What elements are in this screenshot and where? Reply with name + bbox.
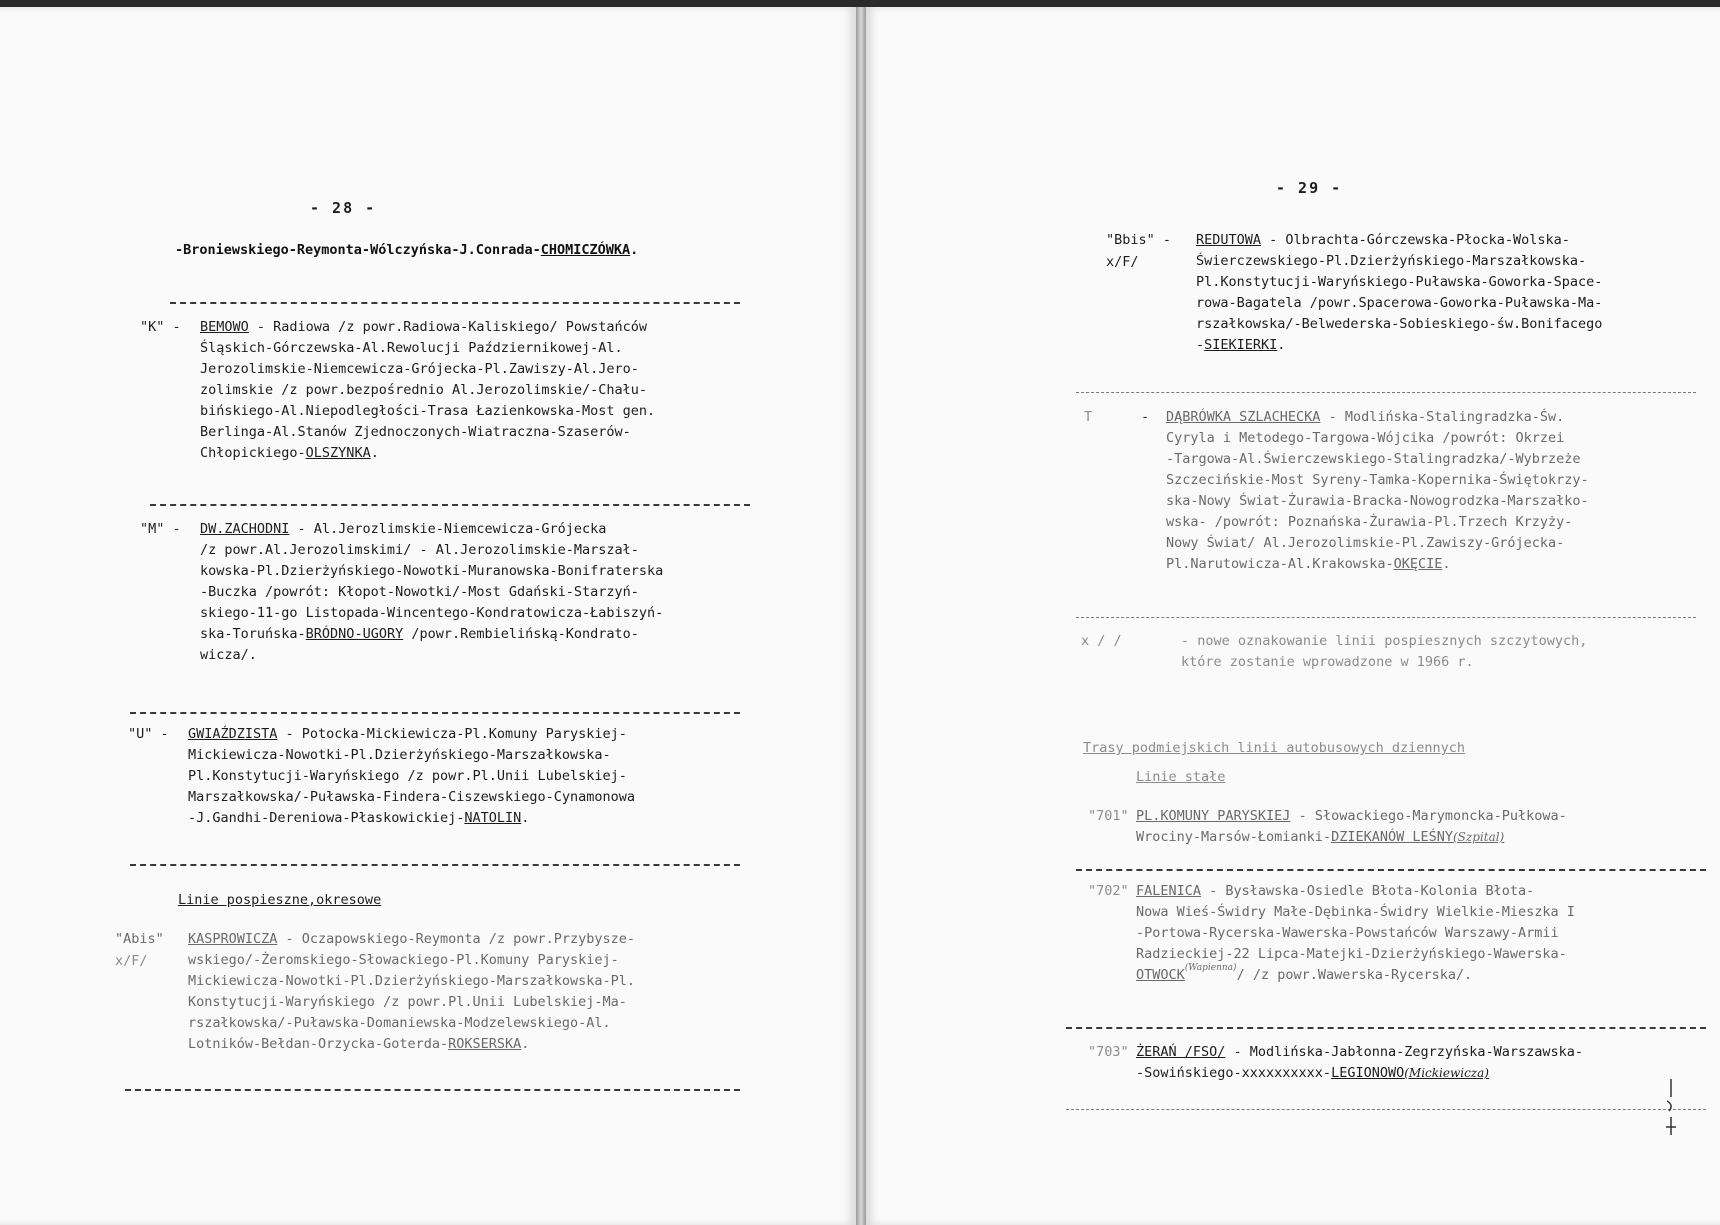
page-number-29: - 29 - bbox=[1276, 179, 1343, 197]
route-line: BEMOWO - Radiowa /z powr.Radiowa-Kaliskiego/ Powstańców bbox=[200, 319, 648, 335]
route-terminus: SIEKIERKI bbox=[1204, 337, 1278, 353]
route-origin: DĄBRÓWKA SZLACHECKA bbox=[1166, 409, 1321, 425]
separator bbox=[130, 864, 740, 866]
separator bbox=[1076, 617, 1696, 618]
route-line: Cyryla i Metodego-Targowa-Wójcika /powrót: Okrzei bbox=[1166, 430, 1565, 446]
route-line: wicza/. bbox=[200, 647, 257, 663]
route-line: REDUTOWA - Olbrachta-Górczewska-Płocka-Wolska- bbox=[1196, 232, 1570, 248]
route-line: Mickiewicza-Nowotki-Pl.Dzierżyńskiego-Marszałkowska-Pl. bbox=[188, 973, 636, 989]
route-line: Chłopickiego-OLSZYNKA. bbox=[200, 445, 379, 461]
subheading-permanent-lines: Linie stałe bbox=[1136, 769, 1226, 785]
route-line: /z powr.Al.Jerozolimskimi/ - Al.Jerozolimskie-Marszał- bbox=[200, 542, 639, 558]
page-number-28: - 28 - bbox=[310, 199, 377, 217]
footnote bbox=[1081, 631, 1701, 681]
route-code: "U" - bbox=[128, 726, 169, 742]
route-origin: BEMOWO bbox=[200, 319, 249, 335]
route-line: Śląskich-Górczewska-Al.Rewolucji Październikowej-Al. bbox=[200, 340, 623, 356]
route-line: Nowy Świat/ Al.Jerozolimskie-Pl.Zawiszy-Grójecka- bbox=[1166, 535, 1565, 551]
separator bbox=[1066, 1027, 1706, 1029]
route-line: -J.Gandhi-Dereniowa-Płaskowickiej-NATOLIN. bbox=[188, 810, 530, 826]
route-line: KASPROWICZA - Oczapowskiego-Reymonta /z powr.Przybysze- bbox=[188, 931, 636, 947]
route-description bbox=[200, 317, 655, 464]
separator bbox=[1076, 392, 1696, 393]
route-line: -Targowa-Al.Świerczewskiego-Stalingradzka/-Wybrzeże bbox=[1166, 451, 1581, 467]
route-line: DĄBRÓWKA SZLACHECKA - Modlińska-Stalingradzka-Św. bbox=[1166, 409, 1565, 425]
separator bbox=[170, 302, 740, 304]
route-entry-u bbox=[128, 724, 768, 834]
route-code: "Bbis" - bbox=[1106, 232, 1172, 248]
separator bbox=[1066, 1109, 1706, 1110]
route-line: Konstytucji-Waryńskiego /z powr.Pl.Unii Lubelskiej-Ma- bbox=[188, 994, 627, 1010]
route-terminus: DZIEKANÓW LEŚNY bbox=[1331, 829, 1453, 845]
route-line: Berlinga-Al.Stanów Zjednoczonych-Wiatraczna-Szaserów- bbox=[200, 424, 631, 440]
section-heading-fast-lines: Linie pospieszne,okresowe bbox=[178, 892, 382, 908]
route-description bbox=[1196, 230, 1602, 356]
route-line: bińskiego-Al.Niepodległości-Trasa Łazienkowska-Most gen. bbox=[200, 403, 656, 419]
route-description bbox=[1136, 806, 1567, 848]
continuation-text: -Broniewskiego-Reymonta-Wólczyńska-J.Conrada- bbox=[175, 242, 541, 258]
separator bbox=[150, 504, 750, 506]
route-line: rowa-Bagatela /powr.Spacerowa-Goworka-Puławska-Ma- bbox=[1196, 295, 1603, 311]
route-dash: - bbox=[1141, 409, 1150, 425]
route-entry-t bbox=[1084, 407, 1704, 587]
margin-mark bbox=[1664, 1077, 1678, 1141]
route-line: Pl.Narutowicza-Al.Krakowska-OKĘCIE. bbox=[1166, 556, 1451, 572]
route-origin: ŻERAŃ /FSO/ bbox=[1136, 1044, 1226, 1060]
separator bbox=[130, 712, 740, 714]
route-description bbox=[1136, 881, 1575, 986]
route-line: zolimskie /z powr.bezpośrednio Al.Jerozolimskie/-Chału- bbox=[200, 382, 648, 398]
route-terminus: LEGIONOWO bbox=[1331, 1065, 1405, 1081]
route-origin: KASPROWICZA bbox=[188, 931, 278, 947]
route-line: rszałkowska/-Belwederska-Sobieskiego-św.Bonifacego bbox=[1196, 316, 1603, 332]
footnote-line: - nowe oznakowanie linii pospiesznych szczytowych, bbox=[1181, 633, 1588, 649]
route-line: FALENICA - Bysławska-Osiedle Błota-Kolonia Błota- bbox=[1136, 883, 1535, 899]
route-code: "M" - bbox=[140, 521, 181, 537]
route-terminus: BRÓDNO-UGORY bbox=[305, 626, 404, 642]
route-terminus: ROKSERSKA bbox=[448, 1036, 522, 1052]
route-description bbox=[200, 519, 663, 666]
route-code: "K" - bbox=[140, 319, 181, 335]
route-code-note: x/F/ bbox=[115, 953, 148, 969]
route-description bbox=[1136, 1042, 1583, 1084]
route-terminus: OLSZYNKA bbox=[305, 445, 371, 461]
handwritten-insert: (Wapienna) bbox=[1184, 963, 1237, 973]
route-code: T bbox=[1084, 409, 1093, 425]
route-code: "703" bbox=[1088, 1044, 1129, 1060]
route-line: Świerczewskiego-Pl.Dzierżyńskiego-Marszałkowska- bbox=[1196, 253, 1587, 269]
route-origin: REDUTOWA bbox=[1196, 232, 1262, 248]
margin-scribble-icon bbox=[1664, 1077, 1678, 1137]
left-page: - 28 - -Broniewskiego-Reymonta-Wólczyńska-J.Conrada-CHOMICZÓWKA. "K" - BEMOWO - Radiowa /z powr.Radiowa-Kaliskiego/ Powstańców Śląskich-Górczewska-Al.Rewolucji Październikowej-Al. Jerozolimskie-Niemcewicza-Grójecka-Pl.Zawiszy-Al.Jero- zolimskie /z powr.bezpośrednio Al.Jerozolimskie/-Chału- bińskiego-Al.Niepodległości-Trasa Łazienkowska-Most gen. Berlinga-Al.Stanów Zjednoczonych-Wiatraczna-Szaserów- Chłopickiego-OLSZYNKA. "M" - DW.ZACHODNI - Al.Jerozlimskie-Niemcewicza-Grójecka /z powr.Al.Jerozolimskimi/ - Al.Jerozolimskie-Marszał- kowska-Pl.Dzierżyńskiego-Nowotki-Muranowska-Bonifraterska -Buczka /powrót: Kłopot-Nowotki/-Most Gdański-Starzyń- skiego-11-go Listopada-Wincentego-Kondratowicza-Łabiszyń- ska-Toruńska-BRÓDNO-UGORY /powr.Rembielińską-Kondrato- wicza/. "U" - GWIAŹDZISTA - Potocka-Mickiewicza-Pl.Komuny Paryskiej- Mickiewicza-Nowotki-Pl.Dzierżyńskiego-Marszałkowska- Pl.Konstytucji-Waryńskiego /z powr.Pl.Unii Lubelskiej- Marszałkowska/-Puławska-Findera-Ciszewskiego-Cynamonowa -J.Gandhi-Dereniowa-Płaskowickiej-NATOLIN. Linie pospieszne,okresowe "Abis" x/F/ KASPROWICZA - Oczapowskiego-Reymonta /z powr.Przybysze- wskiego/-Żeromskiego-Słowackiego-Pl.Komuny Paryskiej- Mickiewicza-Nowotki-Pl.Dzierżyńskiego-Marszałkowska-Pl. Konstytucji-Waryńskiego /z powr.Pl.Unii Lubelskiej-Ma- rszałkowska/-Puławska-Domaniewska-Modzelewskiego-Al. Lotników-Bełdan-Orzycka-Goterda-ROKSERSKA. bbox=[0, 7, 856, 1225]
route-entry-abis bbox=[115, 929, 795, 1069]
route-line: ska-Nowy Świat-Żurawia-Bracka-Nowogrodzka-Marszałko- bbox=[1166, 493, 1589, 509]
footnote-marker: x / / bbox=[1081, 633, 1122, 649]
route-origin: FALENICA bbox=[1136, 883, 1202, 899]
route-origin: PL.KOMUNY PARYSKIEJ bbox=[1136, 808, 1291, 824]
route-line: PL.KOMUNY PARYSKIEJ - Słowackiego-Marymoncka-Pułkowa- bbox=[1136, 808, 1567, 824]
route-line: kowska-Pl.Dzierżyńskiego-Nowotki-Muranowska-Bonifraterska bbox=[200, 563, 664, 579]
route-terminus: NATOLIN bbox=[464, 810, 522, 826]
route-line: Marszałkowska/-Puławska-Findera-Ciszewskiego-Cynamonowa bbox=[188, 789, 636, 805]
separator bbox=[1076, 869, 1706, 871]
footnote-text bbox=[1181, 631, 1587, 673]
route-origin: DW.ZACHODNI bbox=[200, 521, 290, 537]
route-line: Radzieckiej-22 Lipca-Matejki-Dzierżyńskiego-Wawerska- bbox=[1136, 946, 1567, 962]
terminus-chomiczowka: CHOMICZÓWKA bbox=[540, 242, 631, 258]
route-code: "701" bbox=[1088, 808, 1129, 824]
route-line: Szczecińskie-Most Syreny-Tamka-Kopernika-Świętokrzy- bbox=[1166, 472, 1589, 488]
route-line: -Sowińskiego-xxxxxxxxxx-LEGIONOWO(Mickiewicza) bbox=[1136, 1065, 1489, 1081]
scanner-top-edge bbox=[0, 0, 1720, 7]
route-code: "Abis" bbox=[115, 931, 164, 947]
route-line: Nowa Wieś-Świdry Małe-Dębinka-Świdry Wielkie-Mieszka I bbox=[1136, 904, 1575, 920]
route-line: skiego-11-go Listopada-Wincentego-Kondratowicza-Łabiszyń- bbox=[200, 605, 664, 621]
route-entry-702 bbox=[1088, 881, 1708, 1001]
book-gutter bbox=[856, 7, 866, 1225]
route-entry-m bbox=[140, 519, 760, 679]
route-line: Pl.Konstytucji-Waryńskiego /z powr.Pl.Unii Lubelskiej- bbox=[188, 768, 627, 784]
route-terminus: OTWOCK bbox=[1136, 967, 1185, 983]
route-line: $OTWOCK^{(Wapienna)}/$ /z powr.Wawerska-Rycerska/. bbox=[1136, 963, 1473, 983]
separator bbox=[125, 1089, 740, 1091]
route-line: -SIEKIERKI. bbox=[1196, 337, 1286, 353]
route-line: wskiego/-Żeromskiego-Słowackiego-Pl.Komuny Paryskiej- bbox=[188, 952, 619, 968]
route-description bbox=[188, 724, 635, 829]
route-code-note: x/F/ bbox=[1106, 254, 1139, 270]
route-line: ŻERAŃ /FSO/ - Modlińska-Jabłonna-Zegrzyńska-Warszawska- bbox=[1136, 1044, 1584, 1060]
route-entry-703 bbox=[1088, 1042, 1708, 1092]
handwritten-note: (Szpital) bbox=[1453, 830, 1505, 844]
route-line: -Buczka /powrót: Kłopot-Nowotki/-Most Gdański-Starzyń- bbox=[200, 584, 639, 600]
route-description bbox=[188, 929, 635, 1055]
route-line: Lotników-Bełdan-Orzycka-Goterda-ROKSERSKA. bbox=[188, 1036, 530, 1052]
route-origin: GWIAŹDZISTA bbox=[188, 726, 278, 742]
route-terminus: OKĘCIE bbox=[1393, 556, 1443, 572]
route-entry-k bbox=[140, 317, 760, 477]
route-line: GWIAŹDZISTA - Potocka-Mickiewicza-Pl.Komuny Paryskiej- bbox=[188, 726, 627, 742]
route-line: wska- /powrót: Poznańska-Żurawia-Pl.Trzech Krzyży- bbox=[1166, 514, 1573, 530]
right-page bbox=[866, 7, 1720, 1225]
route-entry-701 bbox=[1088, 806, 1708, 856]
route-description bbox=[1166, 407, 1589, 575]
route-code: "702" bbox=[1088, 883, 1129, 899]
route-line: rszałkowska/-Puławska-Domaniewska-Modzelewskiego-Al. bbox=[188, 1015, 611, 1031]
footnote-line: które zostanie wprowadzone w 1966 r. bbox=[1181, 654, 1474, 670]
route-entry-bbis bbox=[1106, 230, 1706, 370]
route-line: Pl.Konstytucji-Waryńskiego-Puławska-Goworka-Space- bbox=[1196, 274, 1603, 290]
route-line: DW.ZACHODNI - Al.Jerozlimskie-Niemcewicza-Grójecka bbox=[200, 521, 607, 537]
section-heading-suburban: Trasy podmiejskich linii autobusowych dziennych bbox=[1083, 740, 1466, 756]
route-line: Mickiewicza-Nowotki-Pl.Dzierżyńskiego-Marszałkowska- bbox=[188, 747, 611, 763]
route-line: Jerozolimskie-Niemcewicza-Grójecka-Pl.Zawiszy-Al.Jero- bbox=[200, 361, 639, 377]
route-line: ska-Toruńska-BRÓDNO-UGORY /powr.Rembielińską-Kondrato- bbox=[200, 626, 639, 642]
route-line: -Portowa-Rycerska-Wawerska-Powstańców Warszawy-Armii bbox=[1136, 925, 1559, 941]
handwritten-note: (Mickiewicza) bbox=[1404, 1066, 1489, 1080]
route-line: Wrociny-Marsów-Łomianki-DZIEKANÓW LEŚNY(Szpital) bbox=[1136, 829, 1505, 845]
